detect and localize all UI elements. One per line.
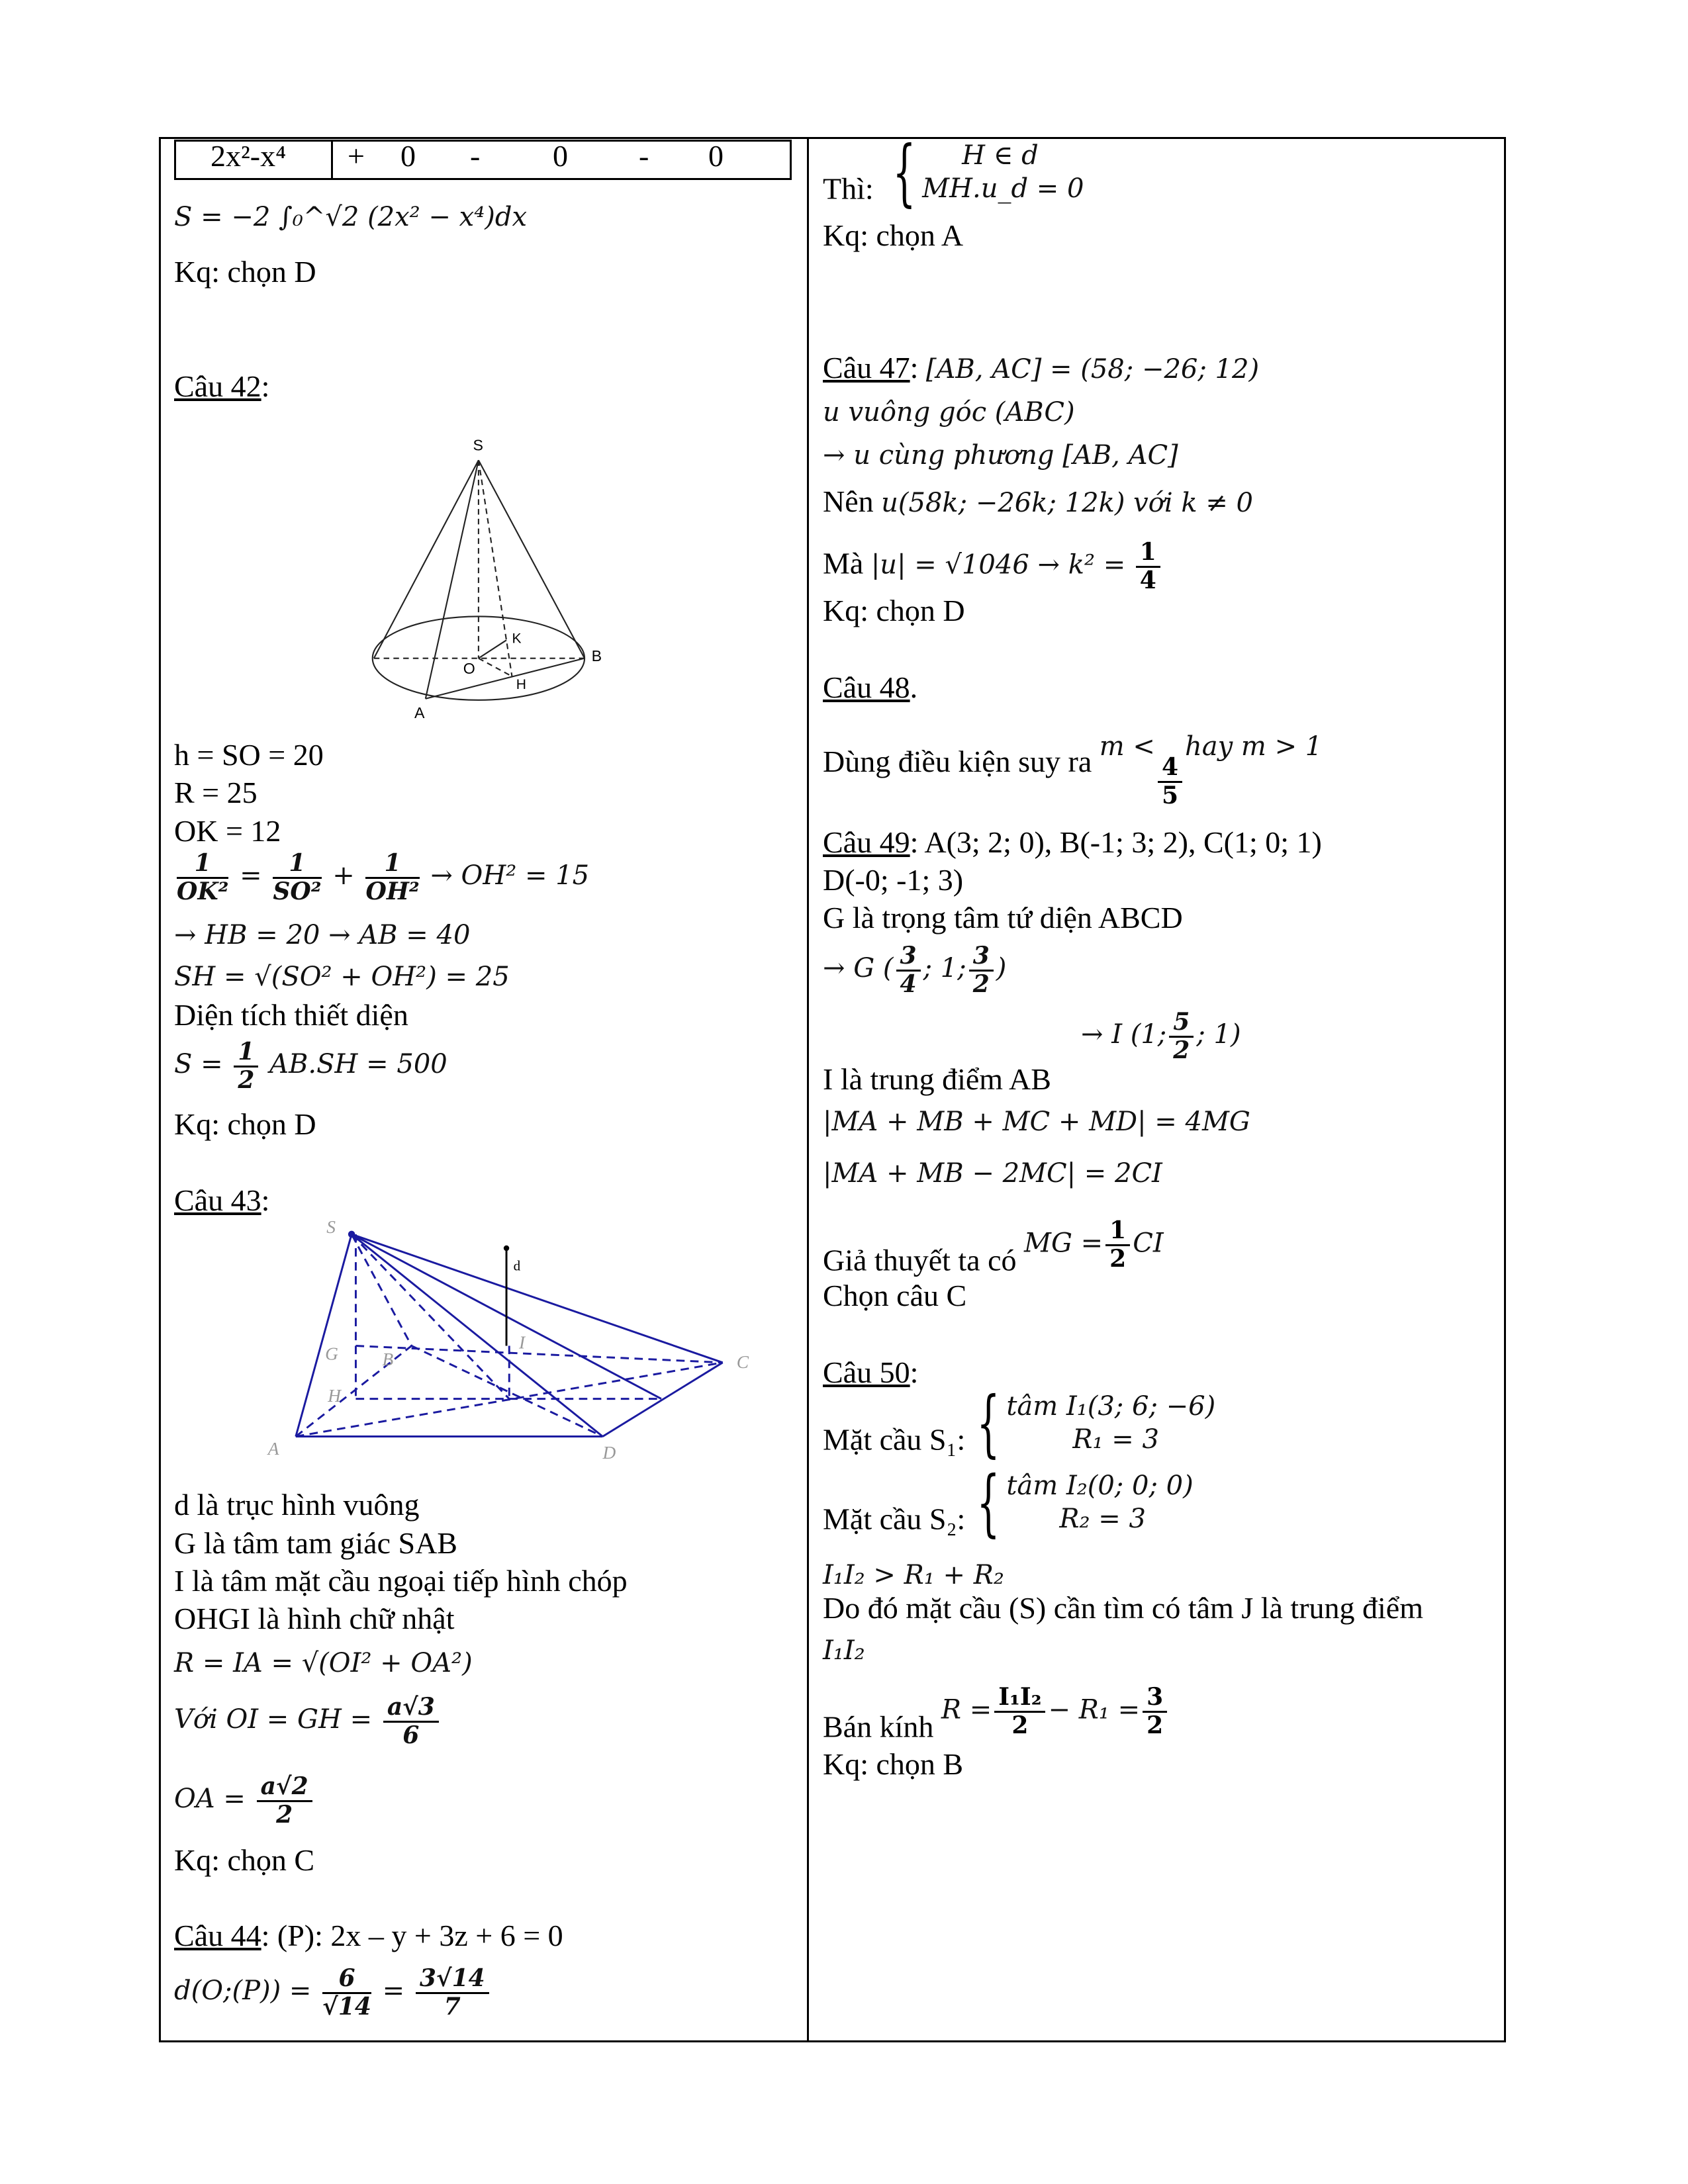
eq: MH.u_d = 0: [922, 173, 1084, 204]
formula: [AB, AC] = (58; −26; 12): [925, 354, 1260, 385]
sign: +: [348, 139, 365, 173]
sphere-s1: [823, 1381, 1216, 1465]
cone-label-s: S: [473, 436, 483, 454]
num: 3: [1143, 1684, 1167, 1713]
text: Dùng điều kiện suy ra: [823, 745, 1092, 778]
num: I₁I₂: [994, 1684, 1045, 1713]
formula-part: → G (: [823, 953, 894, 984]
formula: |u| = √1046 → k² =: [870, 549, 1126, 580]
answer-43: Kq: chọn C: [174, 1843, 315, 1877]
line-50-radius: [823, 1684, 1170, 1745]
line-49-1: D(-0; -1; 3): [823, 863, 964, 897]
num: 3: [969, 943, 994, 972]
sign: 0: [708, 139, 724, 173]
sign-table-func: 2x²-x⁴: [211, 139, 287, 173]
den: OK²: [177, 877, 229, 905]
system: [881, 130, 1084, 214]
den: 2: [972, 970, 990, 998]
formula-part: → I (1;: [1081, 1019, 1167, 1050]
answer-50: Kq: chọn B: [823, 1747, 964, 1781]
formula-42-area: [174, 1039, 447, 1093]
answer-46: Kq: chọn A: [823, 218, 964, 252]
num: 1: [273, 850, 321, 879]
text: Giả thuyết ta có: [823, 1243, 1017, 1277]
label: Mặt cầu S₂:: [823, 1502, 966, 1536]
formula-part: AB.SH = 500: [269, 1049, 447, 1080]
sign: -: [470, 139, 481, 173]
pyramid-diagram: [296, 1234, 723, 1437]
question-label: Câu 43: [174, 1183, 261, 1217]
fraction: [1143, 1684, 1167, 1739]
num: 3√14: [416, 1966, 489, 1994]
den: OH²: [365, 877, 420, 905]
formula-49-g: [823, 943, 1006, 997]
question-49: [823, 825, 1322, 860]
den: 2: [1147, 1711, 1164, 1739]
den: 7: [444, 1992, 461, 2021]
question-label: Câu 48: [823, 670, 910, 704]
brace-icon: {: [892, 130, 916, 214]
pyr-label-i: I: [519, 1332, 526, 1353]
label: Nên: [823, 484, 874, 518]
question-42: Câu 42:: [174, 369, 270, 403]
formula: CI: [1133, 1228, 1164, 1259]
formula-44-distance: d(O;(P)) = $\frac{6}{√14}$ = $\frac{3√14}{7}$: [174, 1966, 492, 2020]
formula-42-sh: SH = √(SO² + OH²) = 25: [174, 962, 510, 992]
fraction: [322, 1966, 371, 2020]
question-44: [174, 1919, 563, 1954]
line-43-4: OHGI là hình chữ nhật: [174, 1602, 455, 1635]
pyr-label-b: B: [382, 1349, 394, 1370]
text: Bán kính: [823, 1709, 934, 1744]
cone-label-o: O: [463, 659, 475, 677]
fraction: [896, 943, 921, 997]
den: 2: [276, 1800, 293, 1829]
line-42-1: h = SO = 20: [174, 738, 324, 772]
line-42-3: OK = 12: [174, 814, 281, 848]
formula: R =: [941, 1694, 992, 1725]
question-43: Câu 43:: [174, 1183, 270, 1217]
line-47-4: [823, 539, 1163, 594]
den: 6: [402, 1721, 420, 1749]
sign: -: [639, 139, 649, 173]
formula-49-i: [1081, 1009, 1241, 1064]
formula-part: Với OI = GH =: [174, 1704, 373, 1735]
num: a√2: [257, 1774, 312, 1802]
line-43-2: G là tâm tam giác SAB: [174, 1526, 457, 1560]
den: 5: [1161, 781, 1178, 809]
label: Mà: [823, 546, 864, 580]
question-text: : (P): 2x – y + 3z + 6 = 0: [261, 1919, 563, 1952]
cone-label-h: H: [516, 676, 527, 692]
fraction: [365, 850, 419, 905]
formula: m <: [1099, 731, 1155, 762]
line-47-1: u vuông góc (ABC): [823, 397, 1075, 428]
fraction: [1169, 1009, 1194, 1064]
fraction: [1136, 539, 1160, 594]
den: 2: [1011, 1711, 1029, 1739]
brace-icon: {: [976, 1381, 1000, 1465]
question-label: Câu 44: [174, 1919, 261, 1952]
question-text: : A(3; 2; 0), B(-1; 3; 2), C(1; 0; 1): [910, 825, 1322, 859]
eq: R₂ = 3: [1059, 1504, 1146, 1534]
num: 4: [1158, 754, 1182, 783]
pyr-label-d: D: [602, 1443, 616, 1463]
cone-label-b: B: [591, 647, 602, 664]
formula-part: ; 1): [1196, 1019, 1241, 1050]
fraction: [969, 943, 994, 997]
formula: − R₁ =: [1048, 1694, 1141, 1725]
pyr-label-g: G: [325, 1343, 338, 1364]
system-46: [823, 130, 1084, 214]
eq: R₁ = 3: [1072, 1424, 1159, 1455]
fraction: [383, 1694, 439, 1749]
system: [965, 1381, 1216, 1465]
question-50: Câu 50:: [823, 1355, 919, 1389]
formula-42-oh: $\frac{1}{\text{OK²}}$ = $\frac{1}{\text{SO²}}$ + $\frac{1}{\text{OH²}}$ → OH² = 15: [177, 849, 590, 905]
num: 1: [234, 1039, 258, 1068]
question-47: Câu 47: [AB, AC] = (58; −26; 12): [823, 351, 1260, 385]
eq: tâm I₁(3; 6; −6): [1006, 1391, 1216, 1422]
num: 1: [365, 850, 419, 879]
line-43-3: I là tâm mặt cầu ngoại tiếp hình chóp: [174, 1564, 628, 1598]
line-42-2: R = 25: [174, 776, 258, 809]
formula: hay m > 1: [1185, 731, 1323, 762]
den: 2: [1173, 1036, 1190, 1064]
den: 4: [900, 970, 917, 998]
cross-section-label: Diện tích thiết diện: [174, 998, 408, 1032]
formula-rest: → OH² = 15: [430, 860, 590, 891]
fraction: [273, 850, 321, 905]
sign: 0: [400, 139, 416, 173]
pyr-label-c: C: [736, 1352, 749, 1373]
den: √14: [322, 1992, 371, 2021]
sign: 0: [553, 139, 568, 173]
formula-43-r: R = IA = √(OI² + OA²): [174, 1648, 473, 1678]
formula-part: ): [996, 953, 1007, 984]
fraction: [994, 1684, 1045, 1739]
formula: MG =: [1024, 1228, 1103, 1259]
cone-label-a: A: [414, 704, 425, 722]
question-label: Câu 42: [174, 369, 261, 403]
den: 2: [238, 1066, 255, 1094]
answer-49: Chọn câu C: [823, 1279, 967, 1312]
line-49-hyp: [823, 1218, 1164, 1279]
num: 6: [322, 1966, 371, 1994]
eq: H ∈ d: [962, 140, 1039, 171]
formula: u(58k; −26k; 12k) với k ≠ 0: [881, 488, 1253, 518]
answer-42: Kq: chọn D: [174, 1107, 316, 1141]
formula-part: d(O;(P)) =: [174, 1976, 312, 2007]
label-thi: Thì:: [823, 171, 874, 206]
formula-part: S =: [174, 1049, 223, 1080]
fraction: [234, 1039, 258, 1093]
cone-label-k: K: [512, 631, 522, 647]
formula-49-sum3: |MA + MB − 2MC| = 2CI: [823, 1158, 1162, 1189]
system: [965, 1460, 1194, 1545]
fraction: [257, 1774, 312, 1828]
fraction: [177, 850, 228, 905]
formula-50-1: I₁I₂ > R₁ + R₂: [823, 1560, 1004, 1590]
formula-50-3: I₁I₂: [823, 1635, 865, 1666]
num: 1: [1105, 1218, 1130, 1246]
answer-41: Kq: chọn D: [174, 255, 316, 289]
num: 1: [177, 850, 228, 879]
line-47-3: [823, 484, 1253, 520]
question-48: Câu 48.: [823, 670, 918, 704]
line-43-1: d là trục hình vuông: [174, 1488, 420, 1522]
brace-icon: {: [976, 1460, 1000, 1545]
answer-47: Kq: chọn D: [823, 594, 965, 627]
label: Mặt cầu S₁:: [823, 1422, 966, 1457]
sphere-s2: [823, 1460, 1194, 1545]
num: 1: [1136, 539, 1160, 568]
formula-42-hb: → HB = 20 → AB = 40: [174, 920, 471, 950]
line-47-2: → u cùng phương [AB, AC]: [823, 440, 1178, 471]
pyr-label-s: S: [326, 1216, 336, 1237]
pyr-label-a: A: [267, 1438, 279, 1459]
question-label: Câu 47: [823, 351, 910, 385]
formula-43-oi: [174, 1694, 442, 1749]
formula-43-oa: [174, 1774, 315, 1828]
fraction: [1158, 754, 1182, 809]
den: 4: [1139, 566, 1156, 594]
den: SO²: [273, 877, 322, 905]
num: 5: [1169, 1009, 1194, 1038]
num: a√3: [383, 1694, 439, 1723]
fraction: [1105, 1218, 1130, 1272]
formula-part: ; 1;: [923, 953, 966, 984]
line-50-2: Do đó mặt cầu (S) cần tìm có tâm J là trung điểm: [823, 1591, 1423, 1625]
formula-part: OA =: [174, 1784, 246, 1815]
num: 3: [896, 943, 921, 972]
pyr-label-h: H: [328, 1385, 342, 1406]
line-48: [823, 731, 1322, 809]
integral-formula: S = −2 ∫₀^√2 (2x² − x⁴)dx: [174, 202, 528, 232]
fraction: [416, 1966, 489, 2020]
formula-49-sum4: |MA + MB + MC + MD| = 4MG: [823, 1107, 1250, 1137]
line-49-midpoint: I là trung điểm AB: [823, 1062, 1051, 1096]
eq: tâm I₂(0; 0; 0): [1006, 1471, 1194, 1501]
den: 2: [1109, 1244, 1127, 1273]
question-label: Câu 49: [823, 825, 910, 859]
pyr-label-axis-d: d: [513, 1257, 521, 1274]
line-49-2: G là trọng tâm tứ diện ABCD: [823, 901, 1183, 934]
question-label: Câu 50: [823, 1355, 910, 1389]
